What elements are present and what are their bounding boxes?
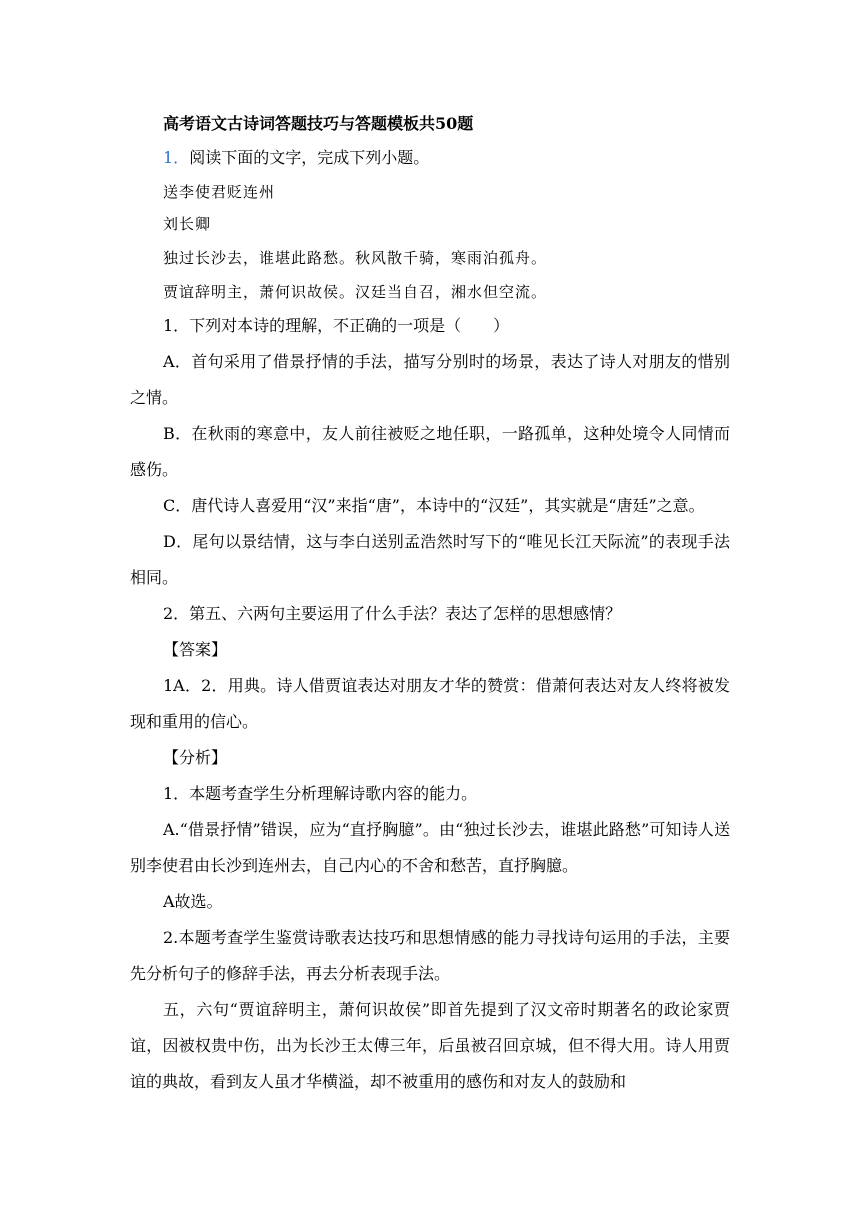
option-b: B．在秋雨的寒意中，友人前往被贬之地任职，一路孤单，这种处境令人同情而感伤。 xyxy=(130,424,730,479)
poem-line-2: 贾谊辞明主，萧何识故侯。汉廷当自召，湘水但空流。 xyxy=(163,283,548,301)
poem-title: 送李使君贬连州 xyxy=(163,183,276,201)
analysis-point-2: 2.本题考查学生鉴赏诗歌表达技巧和思想情感的能力寻找诗句运用的手法，主要先分析句子的修辞手法，再去分析表现手法。 xyxy=(130,928,730,983)
answer-heading: 【答案】 xyxy=(163,640,228,659)
option-c: C．唐代诗人喜爱用“汉”来指“唐”，本诗中的“汉廷”，其实就是“唐廷”之意。 xyxy=(163,496,705,515)
analysis-point-1: 1．本题考查学生分析理解诗歌内容的能力。 xyxy=(163,784,478,803)
question-1-line xyxy=(163,148,429,168)
option-a: A．首句采用了借景抒情的手法，描写分别时的场景，表达了诗人对朋友的惜别之情。 xyxy=(130,352,730,407)
question-body xyxy=(130,308,730,1100)
analysis-choice: A故选。 xyxy=(163,892,223,911)
analysis-heading: 【分析】 xyxy=(163,748,228,767)
option-d: D．尾句以景结情，这与李白送别孟浩然时写下的“唯见长江天际流”的表现手法相同。 xyxy=(130,532,730,587)
analysis-point-1-a: A.“借景抒情”错误，应为“直抒胸臆”。由“独过长沙去，谁堪此路愁”可知诗人送别李使君由长沙到连州去，自己内心的不舍和愁苦，直抒胸臆。 xyxy=(130,820,730,875)
analysis-point-2-detail: 五，六句“贾谊辞明主，萧何识故侯”即首先提到了汉文帝时期著名的政论家贾谊，因被权贵中伤，出为长沙王太傅三年，后虽被召回京城，但不得大用。诗人用贾谊的典故，看到友人虽才华横溢，却不被重用的感伤和对友人的鼓励和 xyxy=(130,1000,730,1091)
question-number: 1． xyxy=(163,148,190,167)
document-title: 高考语文古诗词答题技巧与答题模板共50题 xyxy=(163,114,474,133)
poem-line-1: 独过长沙去，谁堪此路愁。秋风散千骑，寒雨泊孤舟。 xyxy=(163,249,548,267)
question-prompt: 阅读下面的文字，完成下列小题。 xyxy=(189,148,430,167)
answer-text: 1A．2．用典。诗人借贾谊表达对朋友才华的赞赏：借萧何表达对友人终将被发现和重用的信心。 xyxy=(130,676,730,731)
poem-author: 刘长卿 xyxy=(163,215,212,233)
subquestion-2: 2．第五、六两句主要运用了什么手法？表达了怎样的思想感情？ xyxy=(163,604,622,623)
subquestion-1: 1．下列对本诗的理解，不正确的一项是（ ） xyxy=(163,316,510,335)
